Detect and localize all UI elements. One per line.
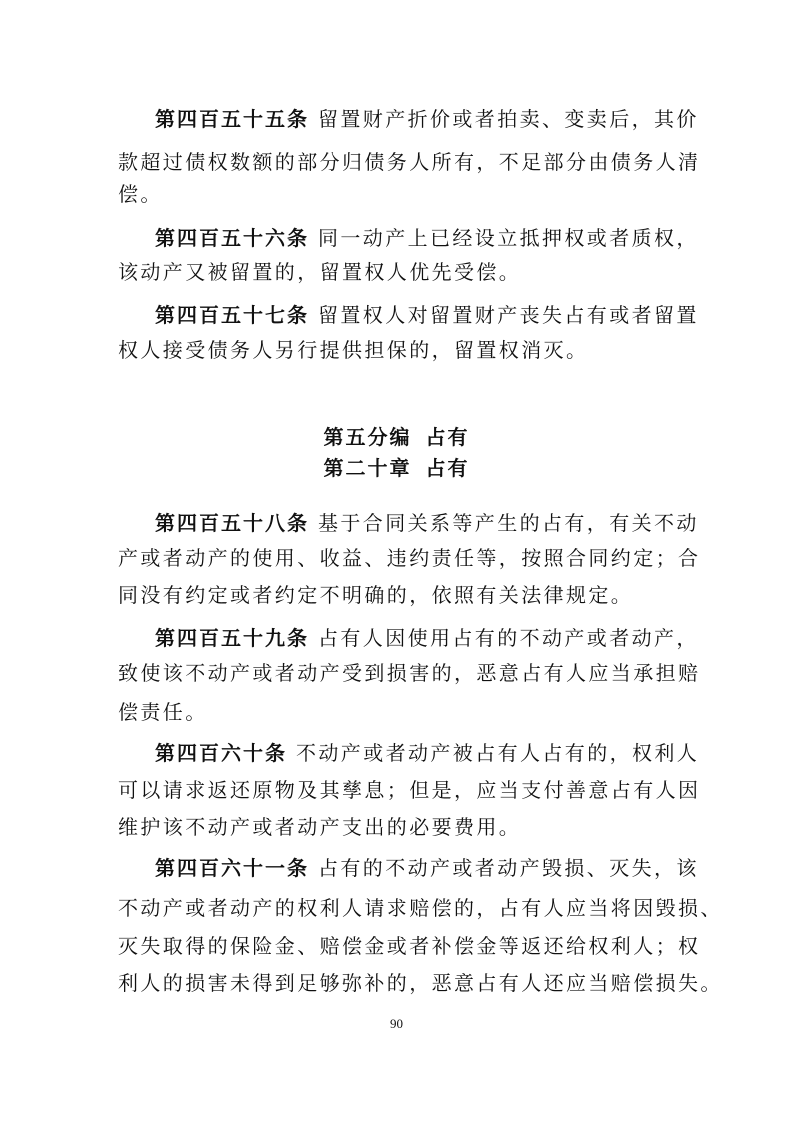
article-text-line: 产或者动产的使用、收益、违约责任等，按照合同约定；合: [118, 546, 701, 570]
article-text-line: 利人的损害未得到足够弥补的，恶意占有人还应当赔偿损失。: [118, 971, 723, 995]
article-text-line: 占有的不动产或者动产毁损、灭失，该: [318, 856, 699, 880]
part-number: 第五分编: [323, 425, 412, 449]
article-text-line: 占有人因使用占有的不动产或者动产，: [318, 626, 699, 650]
article-text-line: 权人接受债务人另行提供担保的，留置权消灭。: [118, 338, 589, 362]
article-label: 第四百五十五条: [155, 107, 309, 131]
page-number: 90: [390, 1016, 403, 1031]
article-label: 第四百六十一条: [155, 856, 309, 880]
article-label: 第四百五十八条: [155, 511, 309, 535]
article-text-line: 留置权人对留置财产丧失占有或者留置: [318, 303, 699, 327]
article-label: 第四百五十九条: [155, 626, 309, 650]
article-text-line: 维护该不动产或者动产支出的必要费用。: [118, 815, 522, 839]
article-text-line: 可以请求返还原物及其孳息；但是，应当支付善意占有人因: [118, 778, 701, 802]
article-text-line: 灭失取得的保险金、赔偿金或者补偿金等返还给权利人；权: [118, 934, 701, 958]
article-text-line: 偿责任。: [118, 700, 208, 724]
article-text-line: 留置财产折价或者拍卖、变卖后，其价: [318, 107, 699, 131]
part-heading: [0, 425, 793, 449]
chapter-number: 第二十章: [323, 456, 412, 480]
chapter-title: 占有: [425, 456, 470, 480]
article-text-line: 不动产或者动产的权利人请求赔偿的，占有人应当将因毁损、: [118, 896, 723, 920]
article-text-line: 同一动产上已经设立抵押权或者质权，: [318, 226, 699, 250]
article-text-line: 不动产或者动产被占有人占有的，权利人: [296, 741, 700, 765]
chapter-heading: [0, 456, 793, 480]
article-text-line: 致使该不动产或者动产受到损害的，恶意占有人应当承担赔: [118, 661, 701, 685]
article-label: 第四百五十七条: [155, 303, 309, 327]
article-text-line: 同没有约定或者约定不明确的，依照有关法律规定。: [118, 583, 634, 607]
article-label: 第四百六十条: [155, 741, 287, 765]
article-text-line: 偿。: [118, 182, 163, 206]
part-title: 占有: [425, 425, 470, 449]
article-text-line: 基于合同关系等产生的占有，有关不动: [318, 511, 699, 535]
article-label: 第四百五十六条: [155, 226, 309, 250]
article-text-line: 该动产又被留置的，留置权人优先受偿。: [118, 260, 522, 284]
article-text-line: 款超过债权数额的部分归债务人所有，不足部分由债务人清: [118, 150, 701, 174]
